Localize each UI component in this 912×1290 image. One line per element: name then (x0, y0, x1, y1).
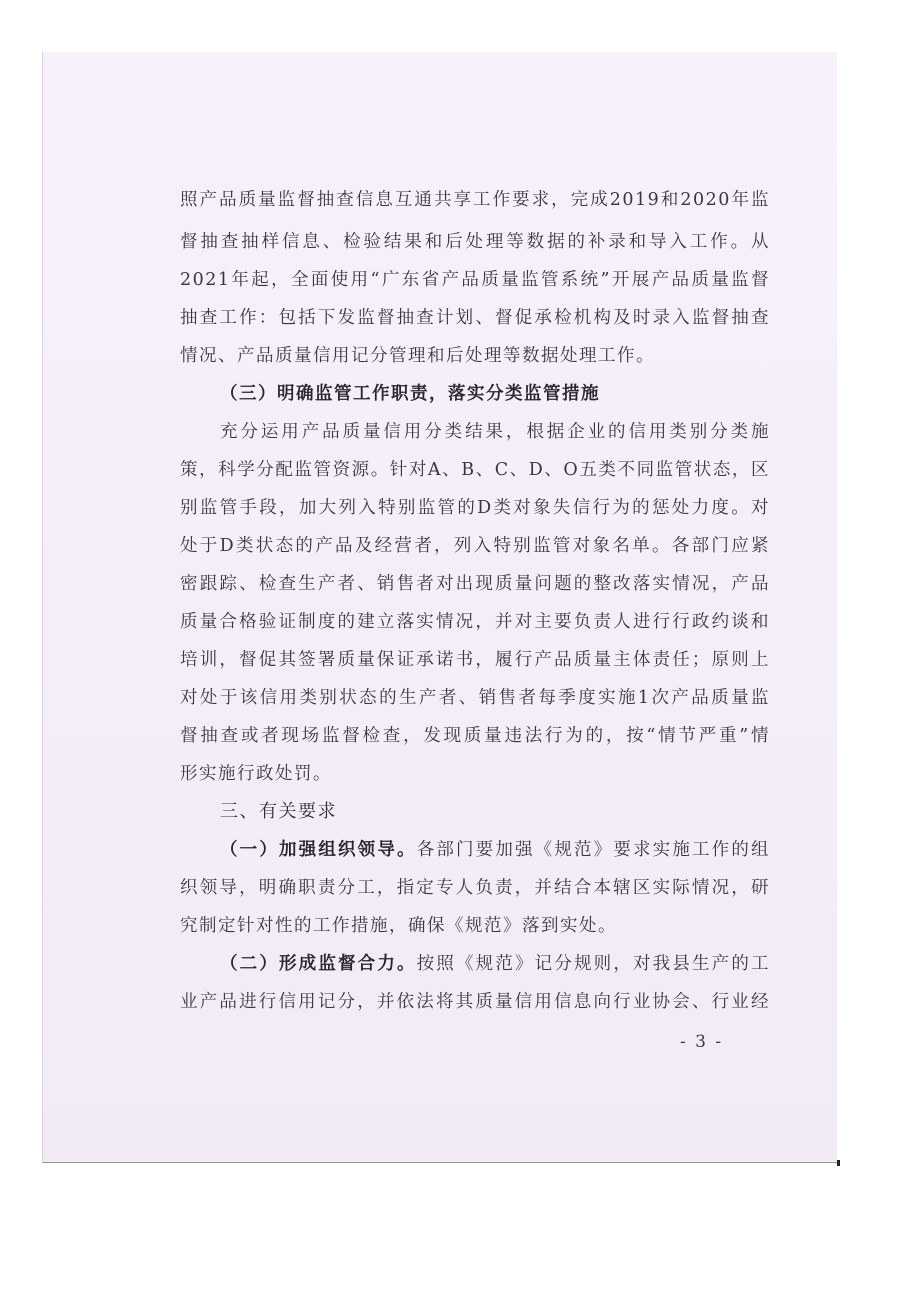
item-two-title: （二）形成监督合力。 (220, 954, 417, 974)
section-paragraph-line: 形实施行政处罚。 (180, 764, 332, 784)
item-one-line: 织领导，明确职责分工，指定专人负责，并结合本辖区实际情况，研 (180, 878, 770, 898)
section-paragraph-line: 别监管手段，加大列入特别监管的D类对象失信行为的惩处力度。对 (180, 498, 770, 518)
item-two-first-line (220, 952, 770, 976)
item-one-title: （一）加强组织领导。 (220, 840, 417, 860)
body-line-1: 照产品质量监督抽查信息互通共享工作要求，完成2019和2020年监 (180, 190, 770, 210)
section-paragraph-line: 密跟踪、检查生产者、销售者对出现质量问题的整改落实情况，产品 (180, 574, 770, 594)
part-heading: 三、有关要求 (220, 801, 337, 822)
section-heading: （三）明确监管工作职责，落实分类监管措施 (220, 384, 600, 404)
item-two-line: 业产品进行信用记分，并依法将其质量信用信息向行业协会、行业经 (180, 992, 770, 1012)
body-line-2: 督抽查抽样信息、检验结果和后处理等数据的补录和导入工作。从 (180, 232, 770, 252)
body-line-4: 抽查工作：包括下发监督抽查计划、督促承检机构及时录入监督抽查 (180, 308, 770, 328)
section-paragraph-line: 质量合格验证制度的建立落实情况，并对主要负责人进行行政约谈和 (180, 612, 770, 632)
section-paragraph-line: 培训，督促其签署质量保证承诺书，履行产品质量主体责任；原则上 (180, 650, 770, 670)
page-number: - 3 - (680, 1032, 724, 1052)
section-paragraph-line: 策，科学分配监管资源。针对A、B、C、D、O五类不同监管状态，区 (180, 460, 770, 480)
item-one-line: 究制定针对性的工作措施，确保《规范》落到实处。 (180, 916, 617, 936)
item-one-text: 各部门要加强《规范》要求实施工作的组 (416, 840, 771, 860)
section-paragraph-line: 对处于该信用类别状态的生产者、销售者每季度实施1次产品质量监 (180, 688, 770, 708)
section-paragraph-line: 督抽查或者现场监督检查，发现质量违法行为的，按“情节严重”情 (180, 726, 770, 746)
body-line-3: 2021年起，全面使用“广东省产品质量监管系统”开展产品质量监督 (180, 270, 770, 290)
item-one-first-line (220, 838, 770, 862)
section-paragraph-line: 处于D类状态的产品及经营者，列入特别监管对象名单。各部门应紧 (180, 536, 770, 556)
item-two-text: 按照《规范》记分规则，对我县生产的工 (416, 954, 771, 974)
body-line-5: 情况、产品质量信用记分管理和后处理等数据处理工作。 (180, 346, 655, 366)
section-paragraph-line: 充分运用产品质量信用分类结果，根据企业的信用类别分类施 (220, 422, 770, 442)
